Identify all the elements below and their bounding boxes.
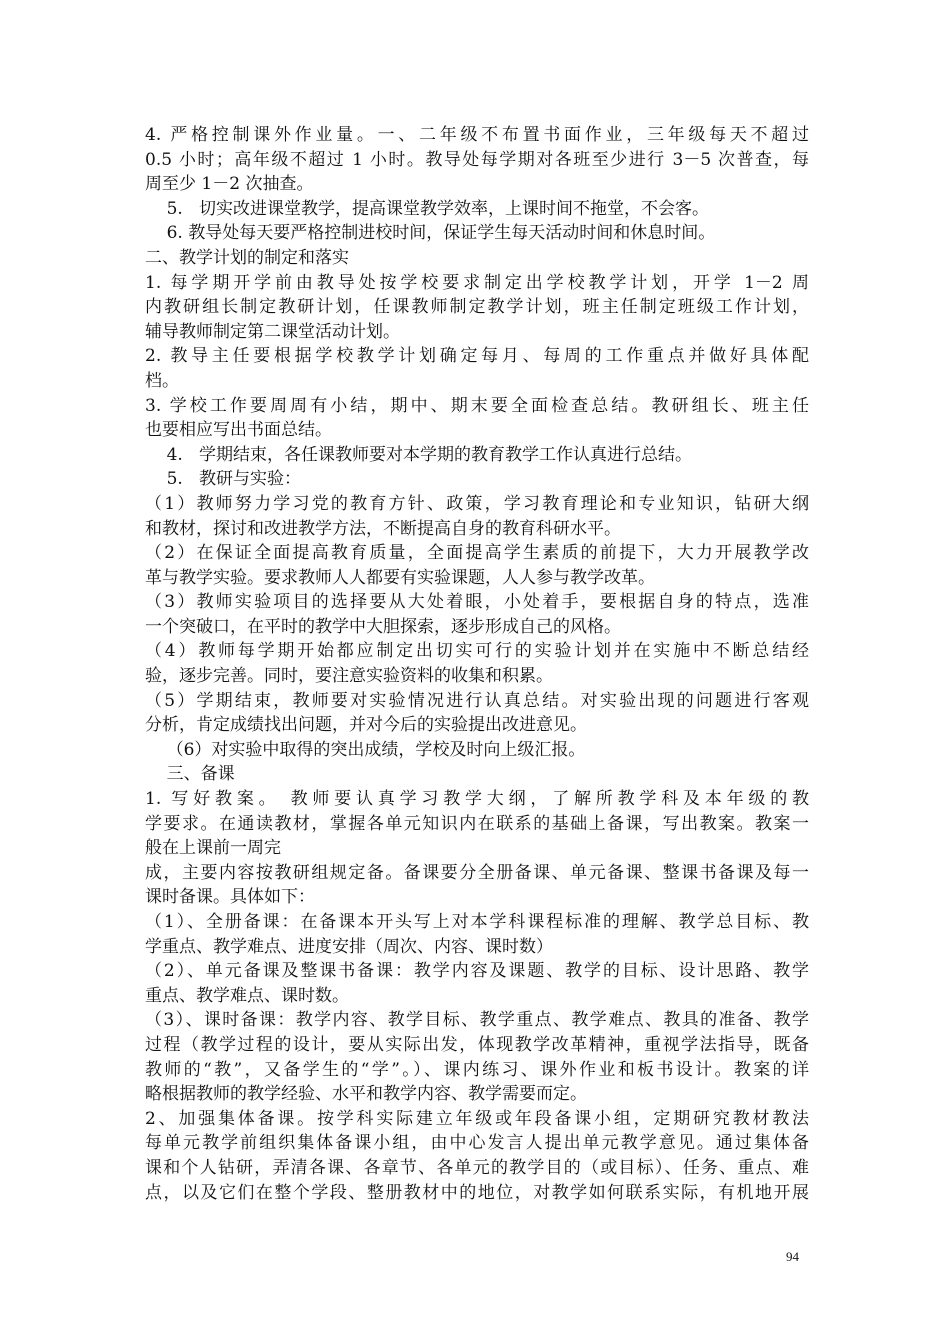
text-line: 教师的“教”，又备学生的“学”。）、课内练习、课外作业和板书设计。教案的详	[145, 1059, 809, 1080]
text-line: （5）学期结束，教师要对实验情况进行认真总结。对实验出现的问题进行客观	[145, 690, 809, 711]
text-line: （3）、课时备课：教学内容、教学目标、教学重点、教学难点、教具的准备、教学	[145, 1010, 809, 1031]
text-line: 分析，肯定成绩找出问题，并对今后的实验提出改进意见。	[145, 715, 587, 736]
text-line: （4）教师每学期开始都应制定出切实可行的实验计划并在实施中不断总结经	[145, 641, 809, 662]
text-line: 3. 学校工作要周周有小结，期中、期末要全面检查总结。教研组长、班主任	[145, 395, 809, 416]
text-line: （6）对实验中取得的突出成绩，学校及时向上级汇报。	[145, 739, 586, 760]
text-line: 点，以及它们在整个学段、整册教材中的地位，对教学如何联系实际，有机地开展	[145, 1182, 809, 1203]
text-line: 和教材，探讨和改进教学方法，不断提高自身的教育科研水平。	[145, 518, 621, 539]
text-line: 每单元教学前组织集体备课小组，由中心发言人提出单元教学意见。通过集体备	[145, 1133, 809, 1154]
text-line: （2）、单元备课及整课书备课：教学内容及课题、教学的目标、设计思路、教学	[145, 961, 809, 982]
text-line: 档。	[145, 370, 179, 391]
text-line: 过程（教学过程的设计，要从实际出发，体现教学改革精神，重视学法指导，既备	[145, 1034, 809, 1055]
text-line: 辅导教师制定第二课堂活动计划。	[145, 321, 400, 342]
text-line: 5. 切实改进课堂教学，提高课堂教学效率，上课时间不拖堂，不会客。	[145, 198, 710, 219]
text-line: （1）教师努力学习党的教育方针、政策，学习教育理论和专业知识，钻研大纲	[145, 493, 809, 514]
text-line: 周至少 1－2 次抽查。	[145, 174, 314, 195]
document-body	[145, 123, 809, 1205]
text-line: （1）、全册备课：在备课本开头写上对本学科课程标准的理解、教学总目标、教	[145, 912, 809, 932]
text-line: 6. 教导处每天要严格控制进校时间，保证学生每天活动时间和休息时间。	[145, 223, 716, 244]
text-line: 三、备课	[145, 764, 235, 785]
text-line: 略根据教师的教学经验、水平和教学内容、教学需要而定。	[145, 1084, 587, 1105]
text-line: 二、教学计划的制定和落实	[145, 247, 349, 268]
text-line: 革与教学实验。要求教师人人都要有实验课题，人人参与教学改革。	[145, 567, 655, 588]
text-line: 般在上课前一周完	[145, 838, 281, 859]
page-number: 94	[786, 1249, 799, 1264]
text-line: 内教研组长制定教研计划，任课教师制定教学计划，班主任制定班级工作计划，	[145, 297, 809, 318]
text-line: 0.5 小时；高年级不超过 1 小时。教导处每学期对各班至少进行 3－5 次普查，每	[145, 149, 809, 170]
text-line: 5. 教研与实验：	[145, 469, 302, 490]
text-line: 课和个人钻研，弄清各课、各章节、各单元的教学目的（或目标）、任务、重点、难	[145, 1157, 809, 1178]
text-line: 重点、教学难点、课时数。	[145, 985, 349, 1006]
text-line: 1. 每学期开学前由教导处按学校要求制定出学校教学计划，开学 1－2 周	[145, 272, 809, 293]
text-line: 也要相应写出书面总结。	[145, 420, 332, 441]
text-line: 学重点、教学难点、进度安排（周次、内容、课时数）	[145, 936, 553, 957]
text-line: 学要求。在通读教材，掌握各单元知识内在联系的基础上备课，写出教案。教案一	[145, 813, 809, 834]
text-line: 2、加强集体备课。按学科实际建立年级或年段备课小组，定期研究教材教法	[145, 1108, 809, 1129]
text-line: 验，逐步完善。同时，要注意实验资料的收集和积累。	[145, 666, 553, 687]
text-line: 4. 学期结束，各任课教师要对本学期的教育教学工作认真进行总结。	[145, 444, 693, 465]
text-line: 1. 写好教案。 教师要认真学习教学大纲，了解所教学科及本年级的教	[145, 789, 809, 810]
text-line: 成，主要内容按教研组规定备。备课要分全册备课、单元备课、整课书备课及每一	[145, 862, 809, 883]
text-line: 课时备课。具体如下：	[145, 887, 315, 908]
text-line: 一个突破口，在平时的教学中大胆探索，逐步形成自己的风格。	[145, 616, 621, 637]
text-line: 4. 严格控制课外作业量。一、二年级不布置书面作业，三年级每天不超过	[145, 125, 809, 145]
text-line: 2. 教导主任要根据学校教学计划确定每月、每周的工作重点并做好具体配	[145, 346, 809, 367]
text-line: （2）在保证全面提高教育质量，全面提高学生素质的前提下，大力开展教学改	[145, 543, 809, 564]
text-line: （3）教师实验项目的选择要从大处着眼，小处着手，要根据自身的特点，选准	[145, 592, 809, 613]
